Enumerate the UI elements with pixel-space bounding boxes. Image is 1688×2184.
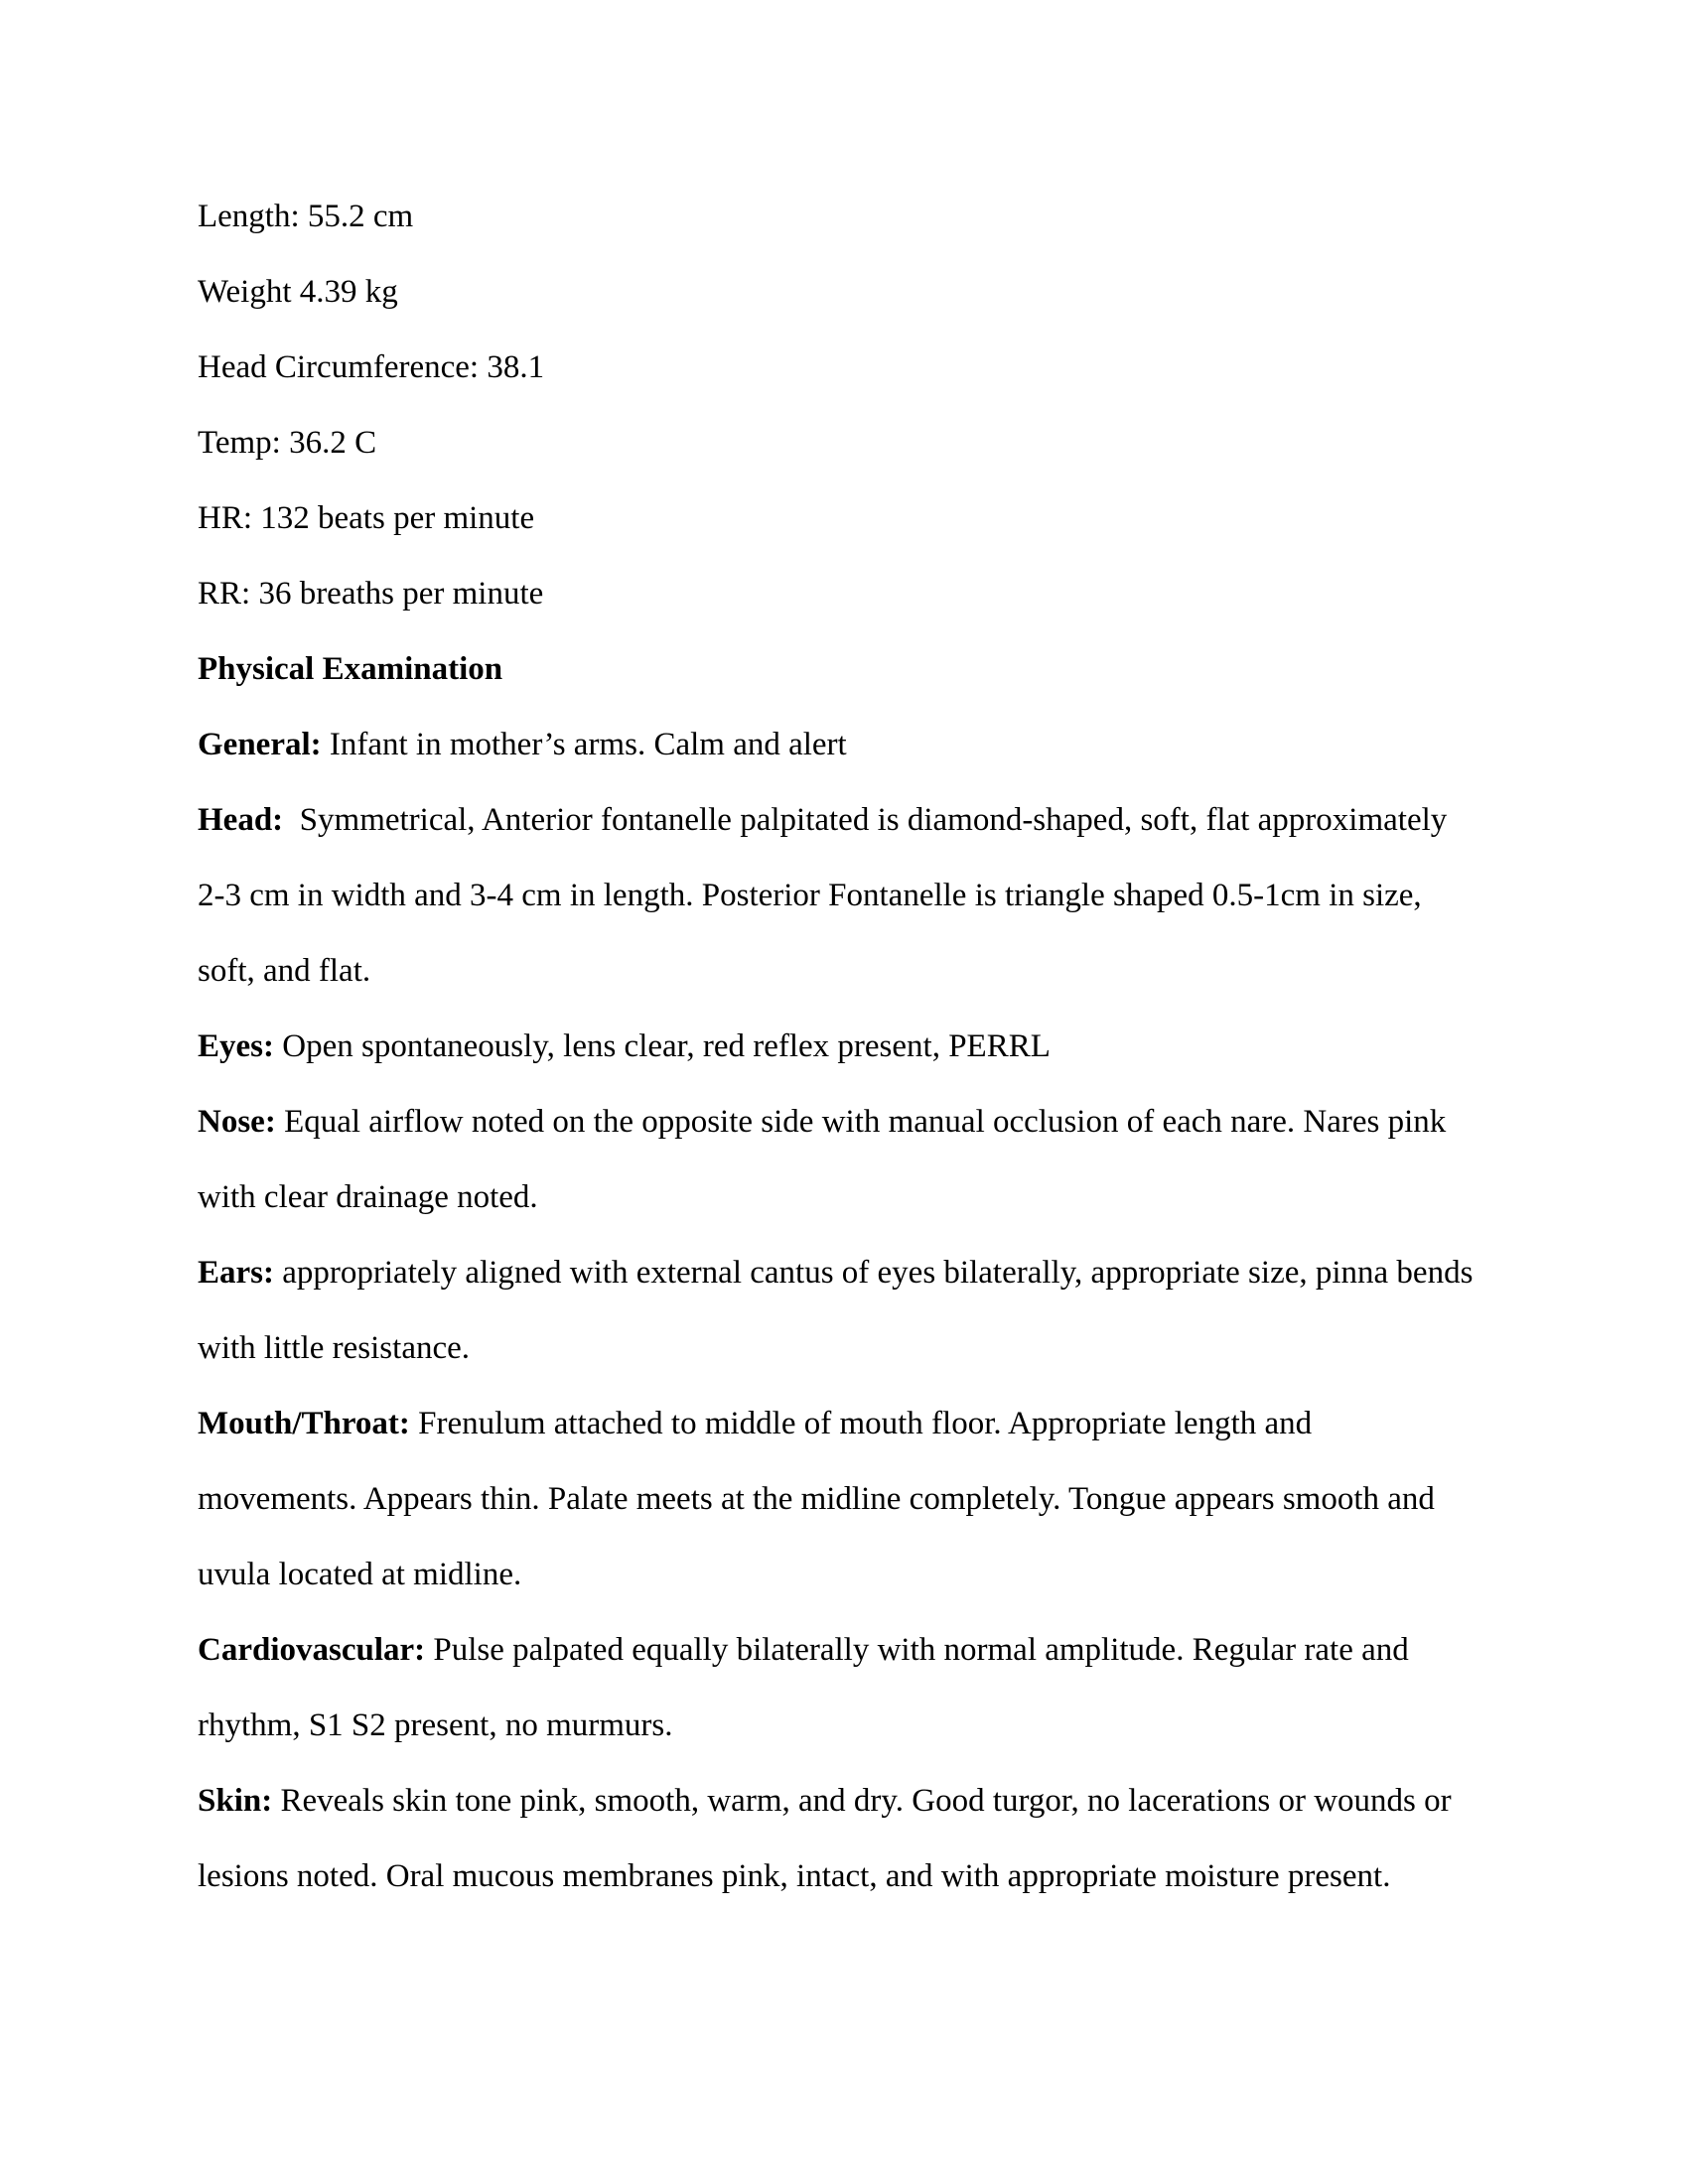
label: Ears: [198,1255,274,1291]
vital-hr: HR: 132 beats per minute [198,500,535,536]
exam-nose [198,1084,1508,1160]
exam-eyes [198,1009,1508,1084]
exam-head-cont: soft, and flat. [198,953,371,989]
exam-nose-cont: with clear drainage noted. [198,1179,538,1215]
vital-weight: Weight 4.39 kg [198,274,398,310]
text: Open spontaneously, lens clear, red reflex present, PERRL [274,1028,1051,1064]
text: Reveals skin tone pink, smooth, warm, and dry. Good turgor, no lacerations or wounds or [272,1783,1452,1819]
text: Pulse palpated equally bilaterally with normal amplitude. Regular rate and [425,1632,1409,1668]
label: General: [198,727,322,762]
exam-cardiovascular [198,1612,1508,1688]
vital-head-circumference: Head Circumference: 38.1 [198,349,545,385]
label: Nose: [198,1104,276,1140]
exam-mouth-cont: uvula located at midline. [198,1557,522,1592]
text: Frenulum attached to middle of mouth floor. Appropriate length and [409,1406,1313,1441]
text: Symmetrical, Anterior fontanelle palpitated is diamond-shaped, soft, flat approximately [283,802,1448,838]
exam-ears-cont: with little resistance. [198,1330,471,1366]
label: Eyes: [198,1028,274,1064]
label: Mouth/Throat: [198,1406,410,1441]
label: Skin: [198,1783,273,1819]
exam-mouth-cont: movements. Appears thin. Palate meets at the midline completely. Tongue appears smooth and [198,1481,1435,1517]
vital-rr: RR: 36 breaths per minute [198,576,544,612]
text: appropriately aligned with external cantus of eyes bilaterally, appropriate size, pinna bends [274,1255,1474,1291]
label: Head: [198,802,284,838]
label: Cardiovascular: [198,1632,426,1668]
exam-cardio-cont: rhythm, S1 S2 present, no murmurs. [198,1707,673,1743]
section-heading [198,631,1508,707]
text: Infant in mother’s arms. Calm and alert [321,727,847,762]
exam-head [198,782,1508,858]
document-page [198,179,1508,1914]
exam-skin [198,1763,1508,1839]
vital-temp: Temp: 36.2 C [198,425,377,461]
vital-length: Length: 55.2 cm [198,199,414,234]
exam-head-cont: 2-3 cm in width and 3-4 cm in length. Posterior Fontanelle is triangle shaped 0.5-1cm in size, [198,878,1422,913]
text: Equal airflow noted on the opposite side with manual occlusion of each nare. Nares pink [275,1104,1447,1140]
heading-text: Physical Examination [198,651,503,687]
exam-ears [198,1235,1508,1310]
exam-general [198,707,1508,782]
exam-mouth-throat [198,1386,1508,1461]
exam-skin-cont: lesions noted. Oral mucous membranes pink, intact, and with appropriate moisture present. [198,1858,1391,1894]
